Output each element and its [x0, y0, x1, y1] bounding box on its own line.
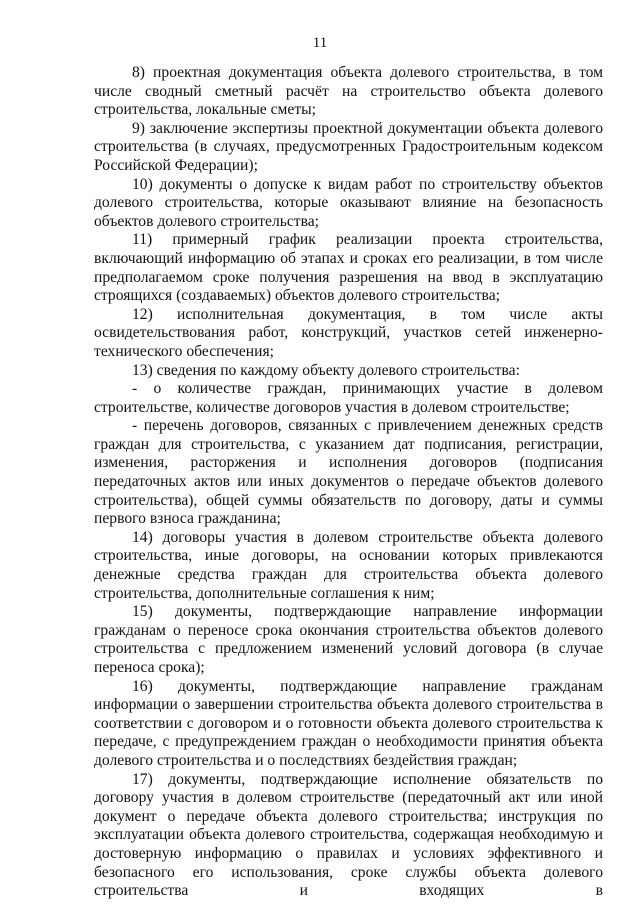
paragraph-subitem-contracts-list: - перечень договоров, связанных с привлечением денежных средств граждан для строительства, с указанием дат подписания, регистрации, изменения, расторжения и исполнения договоров (подписания передаточных актов или иных документов о передаче объектов долевого строительства), общей суммы обязательств по договору, даты и суммы первого взноса гражданина;: [94, 417, 603, 528]
paragraph-item-10: 10) документы о допуске к видам работ по строительству объектов долевого строительства, которые оказывают влияние на безопасность объектов долевого строительства;: [94, 175, 603, 230]
paragraph-item-17: 17) документы, подтверждающие исполнение обязательств по договору участия в долевом строительстве (передаточный акт или иной документ о передаче объекта долевого строительства; инструкция по эксплуатации объекта долевого строительства, содержащая необходимую и достоверную информацию о правилах и условиях эффективного и безопасного его использования, сроке службы объекта долевого строительства и входящих в: [94, 770, 603, 900]
paragraph-item-13: 13) сведения по каждому объекту долевого строительства:: [132, 361, 520, 379]
paragraph-item-16: 16) документы, подтверждающие направление гражданам информации о завершении строительства объекта долевого строительства в соответствии с договором и о готовности объекта долевого строительства к передаче, с предупреждением граждан о необходимости принятия объекта долевого строительства и о последствиях бездействия граждан;: [94, 677, 603, 769]
page-number: 11: [312, 35, 328, 51]
paragraph-item-11: 11) примерный график реализации проекта строительства, включающий информацию об этапах и сроках его реализации, в том числе предполагаемом сроке получения разрешения на ввод в эксплуатацию строящихся (создаваемых) объектов долевого строительства;: [94, 231, 603, 305]
paragraph-item-8: 8) проектная документация объекта долевого строительства, в том числе сводный сметный расчёт на строительство объекта долевого строительства, локальные сметы;: [94, 64, 603, 119]
paragraph-item-12: 12) исполнительная документация, в том числе акты освидетельствования работ, конструкций, участков сетей инженерно-технического обеспечения;: [94, 305, 603, 360]
paragraph-item-14: 14) договоры участия в долевом строительстве объекта долевого строительства, иные договоры, на основании которых привлекаются денежные средства граждан для строительства объекта долевого строительства, дополнительные соглашения к ним;: [94, 528, 603, 602]
paragraph-item-9: 9) заключение экспертизы проектной документации объекта долевого строительства (в случаях, предусмотренных Градостроительным кодексом Российской Федерации);: [94, 119, 603, 174]
document-body: [94, 64, 603, 901]
paragraph-subitem-citizens-count: - о количестве граждан, принимающих участие в долевом строительстве, количестве договоров участия в долевом строительстве;: [94, 380, 603, 416]
paragraph-item-15: 15) документы, подтверждающие направление информации гражданам о переносе срока окончания строительства объектов долевого строительства с предложением изменений условий договора (в случае переноса срока);: [94, 603, 603, 676]
